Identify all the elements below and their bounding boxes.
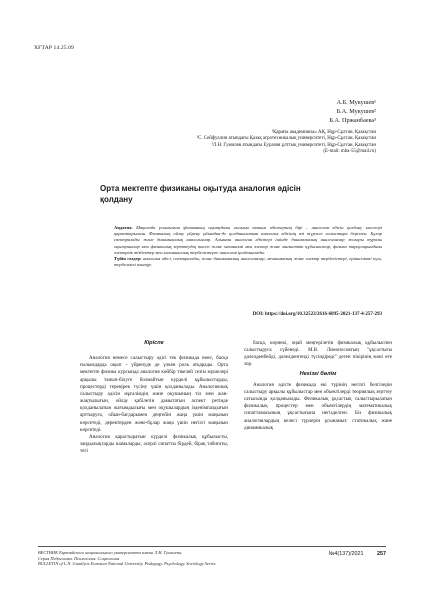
section-heading-introduction: Кіріспе: [144, 340, 164, 346]
keywords-label: Түйін сөздер:: [114, 256, 142, 262]
abstract-label: Аңдатпа.: [114, 225, 133, 230]
journal-line-2: Серия Педагогика. Психология. Социология: [38, 555, 120, 561]
title-line-2: қолдану: [100, 195, 133, 205]
keywords: [114, 256, 382, 268]
left-column: [80, 340, 228, 455]
paper-title: [100, 183, 360, 205]
journal-line-3: BULLETIN of L.N. Gumilyov Eurasian National University. Pedagogy. Psychology. Sociology Series: [38, 561, 216, 567]
abstract: [114, 225, 382, 256]
author-3: Б.А. Пржанбаева³: [329, 117, 376, 125]
author-list: [329, 98, 376, 126]
abstract-block: [114, 225, 382, 268]
affiliation-3: ³Л.Н. Гумилев атындағы Еуразия ұлттық университеті, Нұр-Сұлтан, Қазақстан: [211, 142, 376, 148]
author-2: Б.А. Мукушев²: [336, 108, 376, 116]
paragraph: басқа, көрнекі, оңай меңгерілетін физикалық құбылыспен салыстыруға сүйенеді. М.В. Ломоносовтың "ұқсастығы дәлелденбейді, дәлелденгенді түсіндіреді" деген пікірінің мәні өте зор.: [244, 340, 392, 368]
section-heading-main-part: Негізгі бөлім: [299, 370, 337, 377]
paragraph: Аналогия қарастыратын күрделі физикалық құбылысты, заңдылықтарды шамаларды, әсерлі сипатты бірдей, бірақ табиғаты, тегі: [80, 433, 228, 455]
paragraph: Аналогия немесе салыстыру әдісі тек физикада емес, басқа ғылымдарда оқып – үйренуде де үлкен роль атқарады. Орта мектепте физика курсында аналогия көйбір тікелей сезім мүшелері арқылы танып-білуге болмайтын күрделі құбылыстарды, процестерді тереңірек түсіну үшін қолданылады. Аналогиялық салыстыру әдісін мұғалімдің және оқушының тіл мен жан-жақтылығын, ойлау қабілетін дамытатын аспект ретінде қолданылатын жағымдылығы мен оқушылардың ізденімпаздығын арттыруға, ойын-бағдарымен деңгейін жаңа үшін маңызын көрсетеді, деректерден және-бұлар жаңа үшін негізгі маңызын көрсетеді.: [80, 355, 228, 433]
contact-email: (E-mail: mba-55@mail.ru): [323, 148, 376, 154]
paragraph: Аналогия әдісте физикада екі түрінің негізгі белгілерін салыстыру арқылы құбылыстар мен объектілерді теориялық зерттеу сатысында қолданылады. Физикалық ұқсастық салыстырылатын физикалық процестер мен объектілердің математикалық сипаттамасының ұқсастығына негізделген. Біз физикалық аналогиялардың келесі түрлерін ұсынамыз: статикалық және динамикалық: [244, 381, 392, 431]
page-number: 257: [377, 551, 386, 557]
affiliation-2: ²С. Сейфуллин атындағы Қазақ агротехникалық университеті, Нұр-Сұлтан, Қазақстан: [196, 136, 376, 142]
affiliation-list: [197, 130, 376, 155]
abstract-text: Мақалада ұсынылған физиканың оқытудағы ғылыми таным әдістерінің бірі – аналогия әдісін қолдану мәселері қарастырылған. Физикалық ойлау үйрену ұйымдан-де қолданылатын аналогия әдісінің өзі түрлеге салыстыра берілген. Бұлар спектральды және динамикалық аналогиялар. Алынған аналогия әдістері ішінде динамикалық аналогиялар жоғары туралы оқытушылар мен физикалық зерттеудің тәсілі және механизмі мен электр және магниттік құбылыстар, физика тарауларындағы электрлік тізбектер мен механикалық тербелістерге аналогия қолданылады.: [114, 225, 382, 255]
issue-number: №4(137)/2021: [328, 551, 364, 557]
doi-link[interactable]: DOI: https://doi.org/10.32523/2616-6895-2021-137-4-257-293: [252, 312, 382, 317]
article-code: ХҒТАР 14.25.09: [34, 45, 74, 51]
keywords-text: аналогия әдісі, спектральды, және динамикалық аналогиялар, механикалық және электр тербелістері, еріншілікті күш, тербелмелі контур.: [114, 256, 383, 268]
affiliation-1: ¹Қарағы академиясы» АҚ, Нұр-Сұлтан, Қазақстан: [271, 130, 376, 135]
author-1: А.Б. Мукушев¹: [336, 99, 376, 106]
issue-and-page: [329, 551, 386, 557]
right-column: [244, 340, 392, 432]
title-line-1: Орта мектепте физиканы оқытуда аналогия әдісін: [100, 184, 301, 193]
journal-line-1: ВЕСТНИК Евразийского национального университета имени Л.Н. Гумилева.: [38, 550, 183, 555]
page-footer: [38, 546, 386, 567]
